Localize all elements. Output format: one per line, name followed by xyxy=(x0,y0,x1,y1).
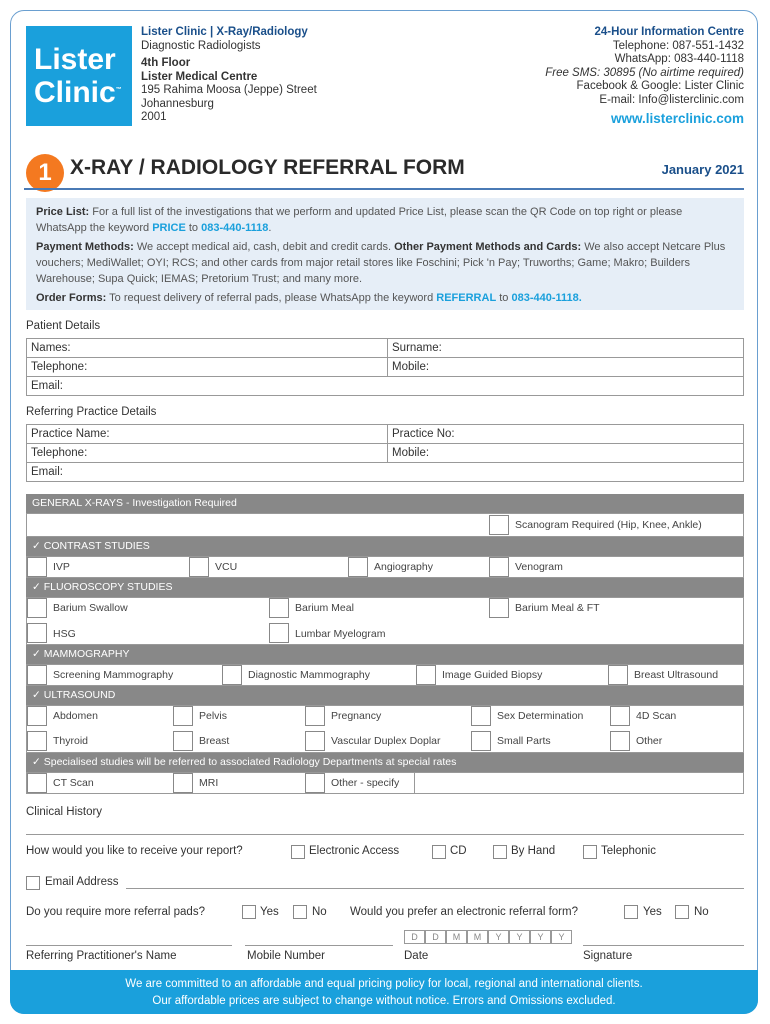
clinical-history-line[interactable] xyxy=(26,834,744,835)
website-link[interactable]: www.listerclinic.com xyxy=(610,111,744,126)
footer-banner: We are committed to an affordable and equal pricing policy for local, regional and international clients. Our affordable prices are subject to change without notice. Errors and Omissions excluded. xyxy=(10,970,758,1014)
referral-pads-question: Do you require more referral pads? xyxy=(26,906,205,918)
specify-divider xyxy=(414,773,415,793)
date-box[interactable]: M xyxy=(467,930,488,944)
clinic-address: Lister Clinic | X-Ray/Radiology Diagnostic Radiologists 4th Floor Lister Medical Centre 195 Rahima Moosa (Jeppe) Street Johannesburg 2001 xyxy=(141,26,361,125)
other-ultrasound-checkbox[interactable] xyxy=(610,731,630,751)
abdomen-checkbox[interactable] xyxy=(27,706,47,726)
date-box[interactable]: Y xyxy=(488,930,509,944)
email-address-line[interactable] xyxy=(126,888,744,889)
mobile-number-label: Mobile Number xyxy=(247,950,325,962)
hsg-checkbox[interactable] xyxy=(27,623,47,643)
title-divider xyxy=(24,188,744,190)
vcu-checkbox[interactable] xyxy=(189,557,209,577)
surname-field[interactable]: Surname: xyxy=(388,339,744,358)
date-box[interactable]: D xyxy=(404,930,425,944)
telephonic-checkbox[interactable] xyxy=(583,845,597,859)
names-field[interactable]: Names: xyxy=(27,339,388,358)
breast-ultrasound-checkbox[interactable] xyxy=(608,665,628,685)
clinic-title: Lister Clinic | X-Ray/Radiology xyxy=(141,26,308,38)
cd-checkbox[interactable] xyxy=(432,845,446,859)
clinical-history-label: Clinical History xyxy=(26,806,103,818)
ultrasound-rows: Abdomen Pelvis Pregnancy Sex Determination 4D Scan Thyroid Breast Vascular Duplex Doplar Small Parts Other xyxy=(26,705,744,753)
lister-clinic-logo: Lister Clinic™ xyxy=(26,26,132,126)
email-address-checkbox[interactable] xyxy=(26,876,40,890)
pregnancy-checkbox[interactable] xyxy=(305,706,325,726)
pelvis-checkbox[interactable] xyxy=(173,706,193,726)
form-number-badge: 1 xyxy=(26,154,64,192)
by-hand-checkbox[interactable] xyxy=(493,845,507,859)
pads-no-checkbox[interactable] xyxy=(293,905,307,919)
date-label: Date xyxy=(404,950,429,962)
contrast-studies-header: ✓ CONTRAST STUDIES xyxy=(26,537,744,556)
info-box: Price List: For a full list of the investigations that we perform and updated Price List, please scan the QR Code on top right or please WhatsApp the keyword PRICE to 083-440-1118. Payment Methods: We accept medical aid, cash, debit and credit cards. Other Payment Methods and Cards: We also accept Netcare Plus vouchers; MediWallet; OYI; RCS; and other cards from major retail stores like Foschini; Pick 'n Pay; Truworths; Game; Makro; Builders Warehouse; Supa Quick; IEMAS; Pretorium Trust; and many more. Order Forms: To request delivery of referral pads, please WhatsApp the keyword REFERRAL to 083-440-1118. xyxy=(26,198,744,310)
contrast-row: IVP VCU Angiography Venogram xyxy=(26,556,744,578)
practitioner-name-line[interactable] xyxy=(26,945,232,946)
patient-mobile-field[interactable]: Mobile: xyxy=(388,358,744,377)
date-box[interactable]: Y xyxy=(509,930,530,944)
general-xrays-header: GENERAL X-RAYS - Investigation Required xyxy=(26,494,744,513)
ct-scan-checkbox[interactable] xyxy=(27,773,47,793)
barium-meal-checkbox[interactable] xyxy=(269,598,289,618)
diagnostic-mammography-checkbox[interactable] xyxy=(222,665,242,685)
small-parts-checkbox[interactable] xyxy=(471,731,491,751)
mammography-header: ✓ MAMMOGRAPHY xyxy=(26,645,744,664)
electronic-access-checkbox[interactable] xyxy=(291,845,305,859)
patient-details-heading: Patient Details xyxy=(26,320,101,332)
specialised-header: ✓ Specialised studies will be referred to associated Radiology Departments at special rates xyxy=(26,753,744,772)
angiography-checkbox[interactable] xyxy=(348,557,368,577)
fluoroscopy-header: ✓ FLUOROSCOPY STUDIES xyxy=(26,578,744,597)
form-date: January 2021 xyxy=(661,162,744,177)
eform-yes-checkbox[interactable] xyxy=(624,905,638,919)
pads-yes-checkbox[interactable] xyxy=(242,905,256,919)
fluoroscopy-rows: Barium Swallow Barium Meal Barium Meal & FT HSG Lumbar Myelogram xyxy=(26,597,744,645)
signature-line[interactable] xyxy=(583,945,744,946)
vascular-duplex-checkbox[interactable] xyxy=(305,731,325,751)
ivp-checkbox[interactable] xyxy=(27,557,47,577)
barium-swallow-checkbox[interactable] xyxy=(27,598,47,618)
practice-details-table xyxy=(26,424,744,482)
practitioner-name-label: Referring Practitioner's Name xyxy=(26,950,177,962)
scanogram-checkbox[interactable] xyxy=(489,515,509,535)
ultrasound-header: ✓ ULTRASOUND xyxy=(26,686,744,705)
date-box[interactable]: M xyxy=(446,930,467,944)
thyroid-checkbox[interactable] xyxy=(27,731,47,751)
other-specify-checkbox[interactable] xyxy=(305,773,325,793)
breast-checkbox[interactable] xyxy=(173,731,193,751)
4d-scan-checkbox[interactable] xyxy=(610,706,630,726)
practice-details-heading: Referring Practice Details xyxy=(26,406,157,418)
venogram-checkbox[interactable] xyxy=(489,557,509,577)
practice-name-field[interactable]: Practice Name: xyxy=(27,425,388,444)
patient-telephone-field[interactable]: Telephone: xyxy=(27,358,388,377)
eform-no-checkbox[interactable] xyxy=(675,905,689,919)
lumbar-myelogram-checkbox[interactable] xyxy=(269,623,289,643)
image-guided-biopsy-checkbox[interactable] xyxy=(416,665,436,685)
mobile-number-line[interactable] xyxy=(245,945,393,946)
practice-no-field[interactable]: Practice No: xyxy=(388,425,744,444)
specialised-row: CT Scan MRI Other - specify xyxy=(26,772,744,794)
practice-mobile-field[interactable]: Mobile: xyxy=(388,444,744,463)
practice-email-field[interactable]: Email: xyxy=(27,463,744,482)
patient-details-table xyxy=(26,338,744,396)
practice-telephone-field[interactable]: Telephone: xyxy=(27,444,388,463)
date-box[interactable]: Y xyxy=(551,930,572,944)
date-box[interactable]: D xyxy=(425,930,446,944)
date-box[interactable]: Y xyxy=(530,930,551,944)
contact-info: 24-Hour Information Centre Telephone: 087-551-1432 WhatsApp: 083-440-1118 Free SMS: 30895 (No airtime required) Facebook & Google: Lister Clinic E-mail: Info@listerclinic.com www.listerclinic.com xyxy=(484,26,744,126)
mammography-row: Screening Mammography Diagnostic Mammography Image Guided Biopsy Breast Ultrasound xyxy=(26,664,744,686)
electronic-form-question: Would you prefer an electronic referral form? xyxy=(350,906,578,918)
screening-mammography-checkbox[interactable] xyxy=(27,665,47,685)
signature-label: Signature xyxy=(583,950,633,962)
barium-meal-ft-checkbox[interactable] xyxy=(489,598,509,618)
patient-email-field[interactable]: Email: xyxy=(27,377,744,396)
sex-determination-checkbox[interactable] xyxy=(471,706,491,726)
mri-checkbox[interactable] xyxy=(173,773,193,793)
form-title: X-RAY / RADIOLOGY REFERRAL FORM xyxy=(70,156,465,179)
receive-report-question: How would you like to receive your report? xyxy=(26,845,243,857)
general-xrays-row[interactable]: Scanogram Required (Hip, Knee, Ankle) xyxy=(26,513,744,537)
